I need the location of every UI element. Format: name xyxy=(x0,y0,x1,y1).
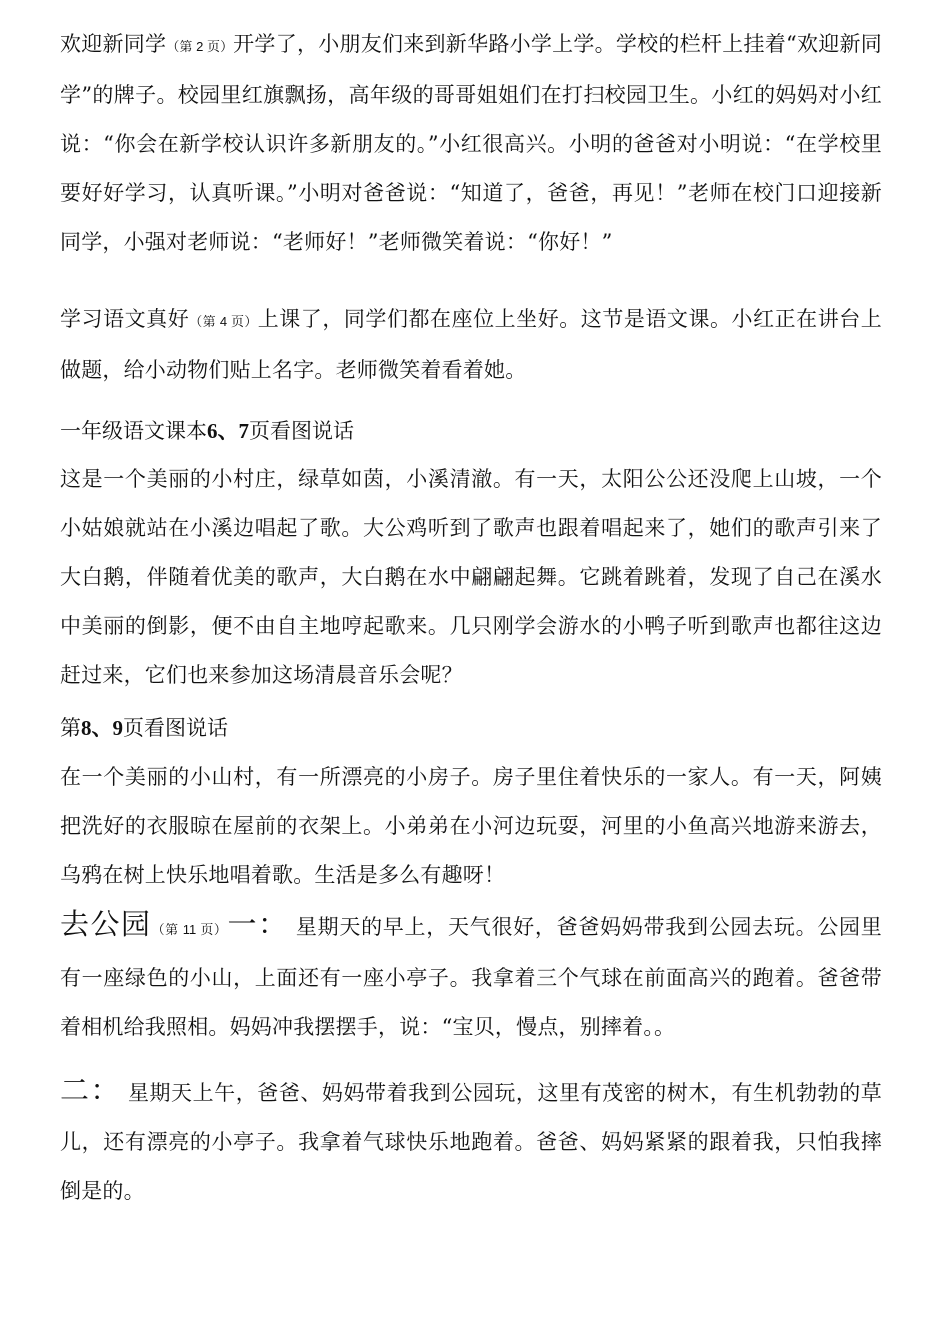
p89-text: 在一个美丽的小山村，有一所漂亮的小房子。房子里住着快乐的一家人。有一天，阿姨把洗好的衣服晾在屋前的衣架上。小弟弟在小河边玩耍，河里的小鱼高兴地游来游去，乌鸦在树上快乐地唱着歌。生活是多么有趣呀！ xyxy=(60,765,882,887)
park-two-label: 二： xyxy=(60,1073,121,1107)
p67-heading-post: 页看图说话 xyxy=(249,419,354,443)
p67-heading xyxy=(60,413,882,449)
park-paragraph-one xyxy=(60,900,882,1052)
welcome-title: 欢迎新同学 xyxy=(60,32,167,56)
park-title: 去公园 xyxy=(60,907,152,941)
park-page-note: （第 11 页） xyxy=(151,922,228,937)
chinese-paragraph xyxy=(60,295,882,395)
chinese-text: 上课了，同学们都在座位上坐好。这节是语文课。小红正在讲台上做题，给小动物们贴上名字。老师微笑着看着她。 xyxy=(60,307,882,382)
p89-heading-post: 页看图说话 xyxy=(123,716,228,740)
park-two-text: 星期天上午，爸爸、妈妈带着我到公园玩，这里有茂密的树木，有生机勃勃的草儿，还有漂亮的小亭子。我拿着气球快乐地跑着。爸爸、妈妈紧紧的跟着我，只怕我摔倒是的。 xyxy=(60,1081,882,1203)
p89-heading-pre: 第 xyxy=(60,716,81,740)
p89-heading xyxy=(60,710,882,746)
p89-heading-num: 8、9 xyxy=(81,716,123,740)
p67-heading-pre: 一年级语文课本 xyxy=(60,419,207,443)
chinese-page-note: （第 4 页） xyxy=(189,314,258,329)
welcome-paragraph xyxy=(60,20,882,267)
park-one-text: 星期天的早上，天气很好，爸爸妈妈带我到公园去玩。公园里有一座绿色的小山，上面还有一座小亭子。我拿着三个气球在前面高兴的跑着。爸爸带着相机给我照相。妈妈冲我摆摆手，说：“宝贝，慢点，别摔着。。 xyxy=(60,915,882,1039)
p67-paragraph xyxy=(60,455,882,700)
park-paragraph-two xyxy=(60,1066,882,1216)
p67-heading-num: 6、7 xyxy=(207,419,249,443)
p67-text: 这是一个美丽的小村庄，绿草如茵，小溪清澈。有一天，太阳公公还没爬上山坡，一个小姑娘就站在小溪边唱起了歌。大公鸡听到了歌声也跟着唱起来了，她们的歌声引来了大白鹅，伴随着优美的歌声，大白鹅在水中翩翩起舞。它跳着跳着，发现了自己在溪水中美丽的倒影，便不由自主地哼起歌来。几只刚学会游水的小鸭子听到歌声也都往这边赶过来，它们也来参加这场清晨音乐会呢？ xyxy=(60,467,882,687)
welcome-page-note: （第 2 页） xyxy=(166,39,234,54)
chinese-title: 学习语文真好 xyxy=(60,307,190,331)
park-one-label: 一： xyxy=(227,907,289,941)
p89-paragraph xyxy=(60,753,882,900)
welcome-text: 开学了，小朋友们来到新华路小学上学。学校的栏杆上挂着“欢迎新同学”的牌子。校园里红旗飘扬，高年级的哥哥姐姐们在打扫校园卫生。小红的妈妈对小红说：“你会在新学校认识许多新朋友的。”小红很高兴。小明的爸爸对小明说：“在学校里要好好学习，认真听课。”小明对爸爸说：“知道了，爸爸，再见！”老师在校门口迎接新同学，小强对老师说：“老师好！”老师微笑着说：“你好！” xyxy=(60,32,883,254)
